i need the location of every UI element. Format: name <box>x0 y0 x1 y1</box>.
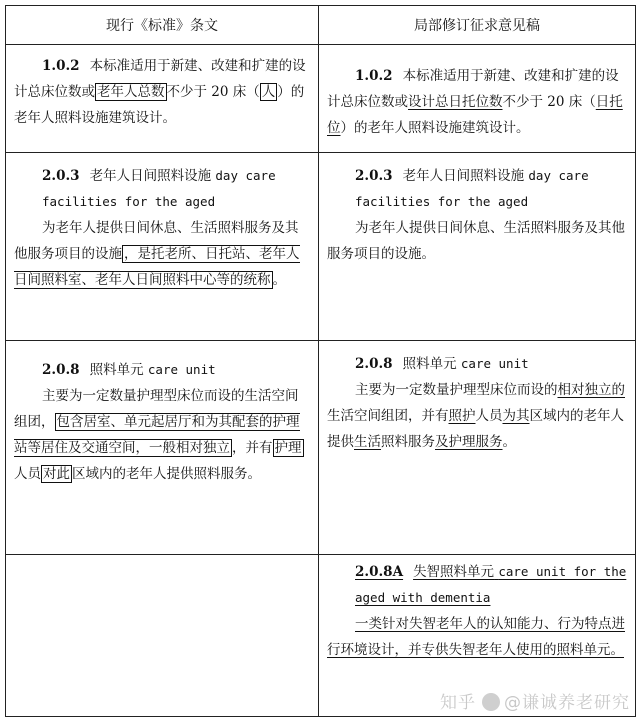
boxed-text: 护理 <box>274 440 302 456</box>
clause-number: 2.0.8A <box>355 564 404 580</box>
clause-number: 2.0.8 <box>42 362 80 378</box>
boxed-text: 对此 <box>43 466 70 482</box>
clause-english-term: care unit <box>460 356 529 371</box>
clause-title: 老年人日间照料设施 <box>89 168 212 184</box>
clause-title: 照料单元 <box>402 356 457 372</box>
clause-english-term: care unit for the aged with dementia <box>355 564 627 605</box>
underlined-text: 设计总日托位数 <box>408 94 503 110</box>
boxed-text: ，是托老所、日托站、老年人日间照料室、老年人日间照料中心等的统称 <box>14 246 300 288</box>
underlined-text: 日托位 <box>327 94 623 136</box>
cell-current-2-0-8a-empty <box>6 555 319 717</box>
watermark-author: @谦诚养老研究 <box>504 693 630 713</box>
underlined-text: 照护 <box>448 408 476 424</box>
underlined-text: 为其 <box>502 408 530 424</box>
boxed-text: 老年人总数 <box>97 84 165 100</box>
clause-english-term: day care facilities for the aged <box>355 168 589 209</box>
boxed-text: 包含居室、单元起居厅和为其配套的护理站等居住及交通空间，一般相对独立 <box>14 414 300 456</box>
clause-number: 1.0.2 <box>42 58 80 74</box>
table-row-1-0-2 <box>6 45 636 153</box>
underlined-text: 一类针对失智老年人的认知能力、行为特点进行环境设计，并专供失智老年人使用的照料单元。 <box>327 616 625 658</box>
clause-english-term: day care facilities for the aged <box>42 168 276 209</box>
header-revision-draft: 局部修订征求意见稿 <box>319 6 636 45</box>
clause-title: 照料单元 <box>89 362 144 378</box>
cell-current-1-0-2: 1.0.2 本标准适用于新建、改建和扩建的设计总床位数或 老年人总数 不少于 20 床（ 人 ）的老年人照料设施建筑设计。 <box>6 45 319 153</box>
clause-english-term: care unit <box>147 362 216 377</box>
cell-current-2-0-8: 2.0.8 照料单元 care unit 主要为一定数量护理型床位而设的生活空间组团， 包含居室、单元起居厅和为其配套的护理站等居住及交通空间，一般相对独立 ，并有 护理人员 对此 区域内的老年人提供照料服务。 <box>6 341 319 555</box>
table-row-2-0-3 <box>6 153 636 341</box>
underlined-text: 及护理服务 <box>435 434 503 450</box>
table-header-row <box>6 6 636 45</box>
underlined-text: 生活 <box>354 434 381 450</box>
clause-title: 失智照料单元 <box>413 564 495 580</box>
cell-draft-2-0-3: 2.0.3 老年人日间照料设施 day care facilities for the aged 为老年人提供日间休息、生活照料服务及其他服务项目的设施。 <box>319 153 636 341</box>
comparison-table <box>5 5 636 717</box>
underlined-text: 相对独立的 <box>557 382 625 398</box>
clause-number: 2.0.3 <box>355 168 393 184</box>
cell-draft-2-0-8: 2.0.8 照料单元 care unit 主要为一定数量护理型床位而设的相对独立的生活空间组团，并有照护人员为其区域内的老年人提供生活照料服务及护理服务。 <box>319 341 636 555</box>
table-row-2-0-8 <box>6 341 636 555</box>
clause-number: 2.0.3 <box>42 168 80 184</box>
boxed-text: 人 <box>261 84 276 100</box>
watermark <box>440 688 630 713</box>
clause-title: 老年人日间照料设施 <box>402 168 525 184</box>
cell-current-2-0-3: 2.0.3 老年人日间照料设施 day care facilities for the aged 为老年人提供日间休息、生活照料服务及其他服务项目的设施 ，是托老所、日托站、老年人日间照料室、老年人日间照料中心等的统称 。 <box>6 153 319 341</box>
clause-number: 1.0.2 <box>355 68 393 84</box>
watermark-avatar-icon <box>482 693 500 711</box>
watermark-site: 知乎 <box>440 693 476 713</box>
cell-draft-1-0-2: 1.0.2 本标准适用于新建、改建和扩建的设计总床位数或设计总日托位数不少于 20 床（日托位）的老年人照料设施建筑设计。 <box>319 45 636 153</box>
clause-number: 2.0.8 <box>355 356 393 372</box>
header-current-standard: 现行《标准》条文 <box>6 6 319 45</box>
